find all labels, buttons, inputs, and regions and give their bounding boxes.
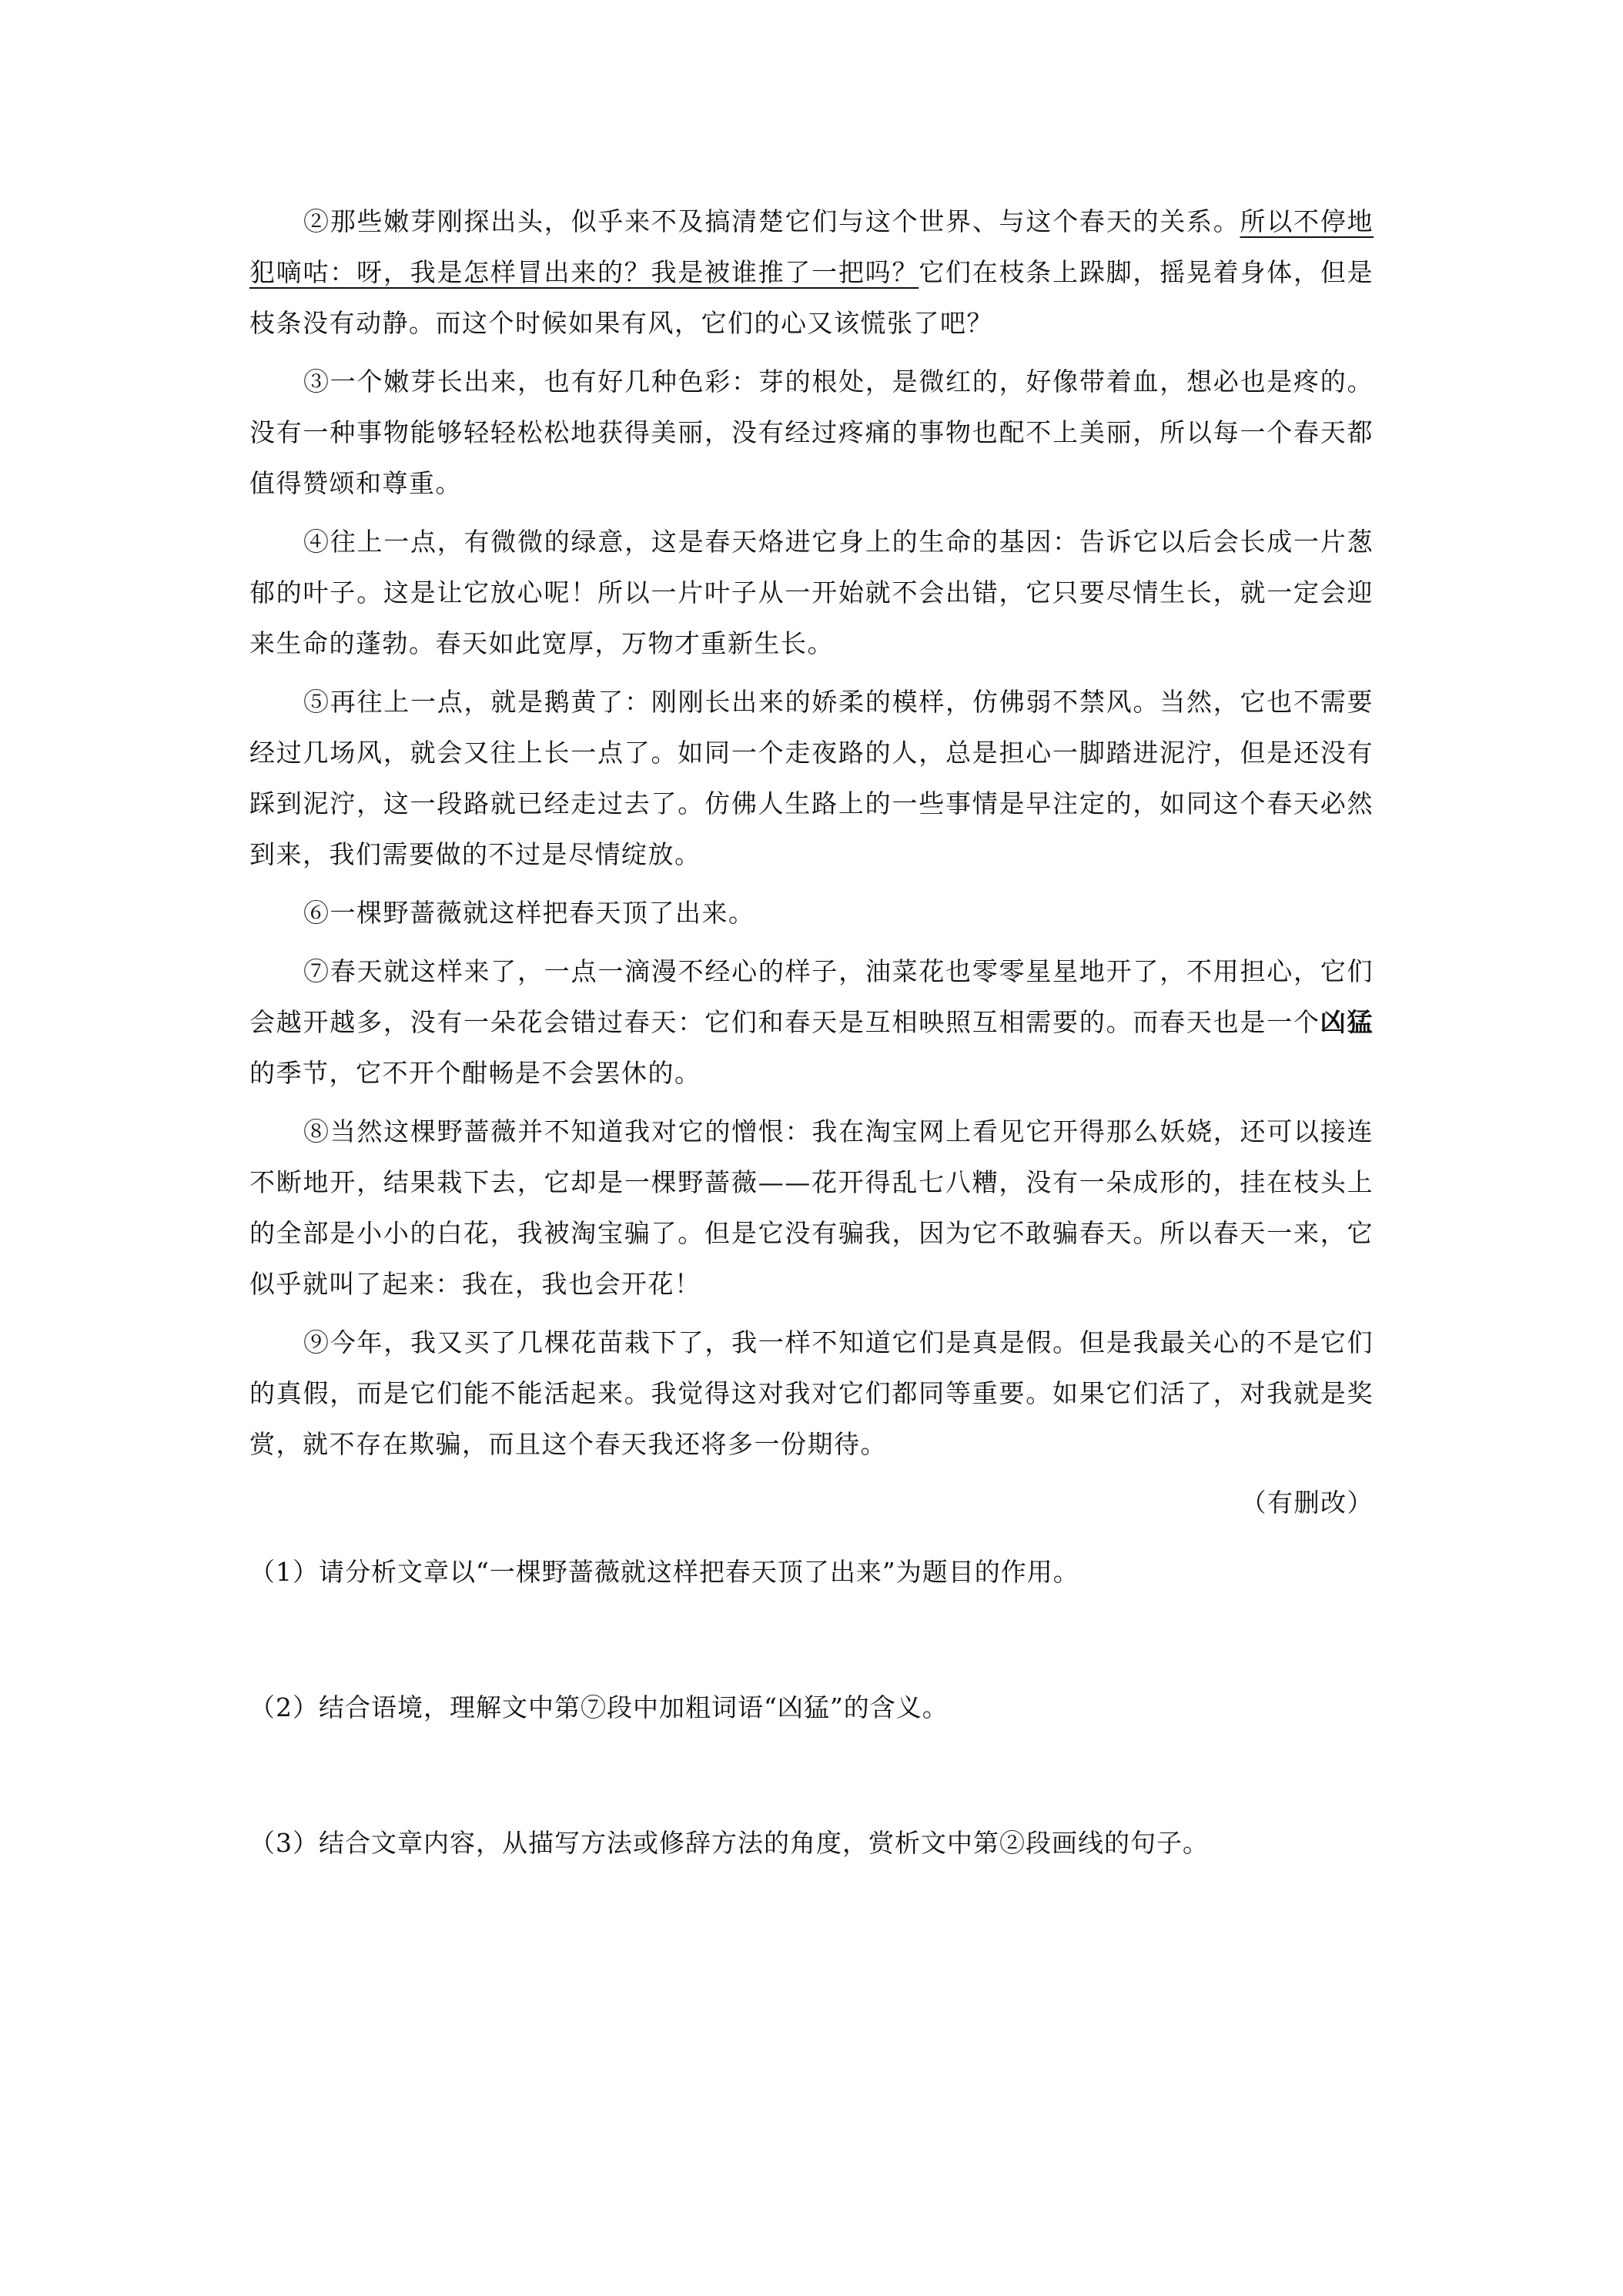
paragraph-4: ④往上一点，有微微的绿意，这是春天烙进它身上的生命的基因：告诉它以后会长成一片葱郁的叶子。这是让它放心呢！所以一片叶子从一开始就不会出错，它只要尽情生长，就一定会迎来生命的蓬勃。春天如此宽厚，万物才重新生长。 <box>249 527 1374 658</box>
paragraph-6: ⑥一棵野蔷薇就这样把春天顶了出来。 <box>303 898 755 928</box>
question-3: （3）结合文章内容，从描写方法或修辞方法的角度，赏析文中第②段画线的句子。 <box>249 1828 1209 1858</box>
question-1: （1）请分析文章以“一棵野蔷薇就这样把春天顶了出来”为题目的作用。 <box>249 1557 1079 1587</box>
paragraph-7-text-continued: 的季节，它不开个酣畅是不会罢休的。 <box>249 1058 701 1088</box>
paragraph-9: ⑨今年，我又买了几棵花苗栽下了，我一样不知道它们是真是假。但是我最关心的不是它们的真假，而是它们能不能活起来。我觉得这对我对它们都同等重要。如果它们活了，对我就是奖赏，就不存在欺骗，而且这个春天我还将多一份期待。 <box>249 1327 1374 1459</box>
source-note: （有删改） <box>1240 1488 1374 1518</box>
paragraph-3: ③一个嫩芽长出来，也有好几种色彩：芽的根处，是微红的，好像带着血，想必也是疼的。没有一种事物能够轻轻松松地获得美丽，没有经过疼痛的事物也配不上美丽，所以每一个春天都值得赞颂和尊重。 <box>249 366 1374 498</box>
paragraph-2-text: ②那些嫩芽刚探出头，似乎来不及搞清楚它们与这个世界、与这个春天的关系。 <box>303 206 1240 236</box>
paragraph-2 <box>249 196 1374 349</box>
paragraph-5: ⑤再往上一点，就是鹅黄了：刚刚长出来的娇柔的模样，仿佛弱不禁风。当然，它也不需要经过几场风，就会又往上长一点了。如同一个走夜路的人，总是担心一脚踏进泥泞，但是还没有踩到泥泞，这一段路就已经走过去了。仿佛人生路上的一些事情是早注定的，如同这个春天必然到来，我们需要做的不过是尽情绽放。 <box>249 687 1374 869</box>
paragraph-2-text-continued: 它们在枝条上跺脚，摇晃着身体，但是枝条没有动静。而这个时候如果有风，它们的心又该慌张了吧？ <box>249 257 1374 338</box>
paragraph-7-text: ⑦春天就这样来了，一点一滴漫不经心的样子，油菜花也零零星星地开了，不用担心，它们会越开越多，没有一朵花会错过春天：它们和春天是互相映照互相需要的。而春天也是一个 <box>249 956 1374 1037</box>
paragraph-8: ⑧当然这棵野蔷薇并不知道我对它的憎恨：我在淘宝网上看见它开得那么妖娆，还可以接连不断地开，结果栽下去，它却是一棵野蔷薇——花开得乱七八糟，没有一朵成形的，挂在枝头上的全部是小小的白花，我被淘宝骗了。但是它没有骗我，因为它不敢骗春天。所以春天一来，它似乎就叫了起来：我在，我也会开花！ <box>249 1116 1374 1299</box>
question-2: （2）结合语境，理解文中第⑦段中加粗词语“凶猛”的含义。 <box>249 1692 949 1722</box>
paragraph-7-bold-word: 凶猛 <box>1320 1007 1374 1037</box>
paragraph-2-underlined-sentence: 所以不停地犯嘀咕：呀，我是怎样冒出来的？我是被谁推了一把吗？ <box>249 206 1374 287</box>
paragraph-7 <box>249 946 1374 1099</box>
